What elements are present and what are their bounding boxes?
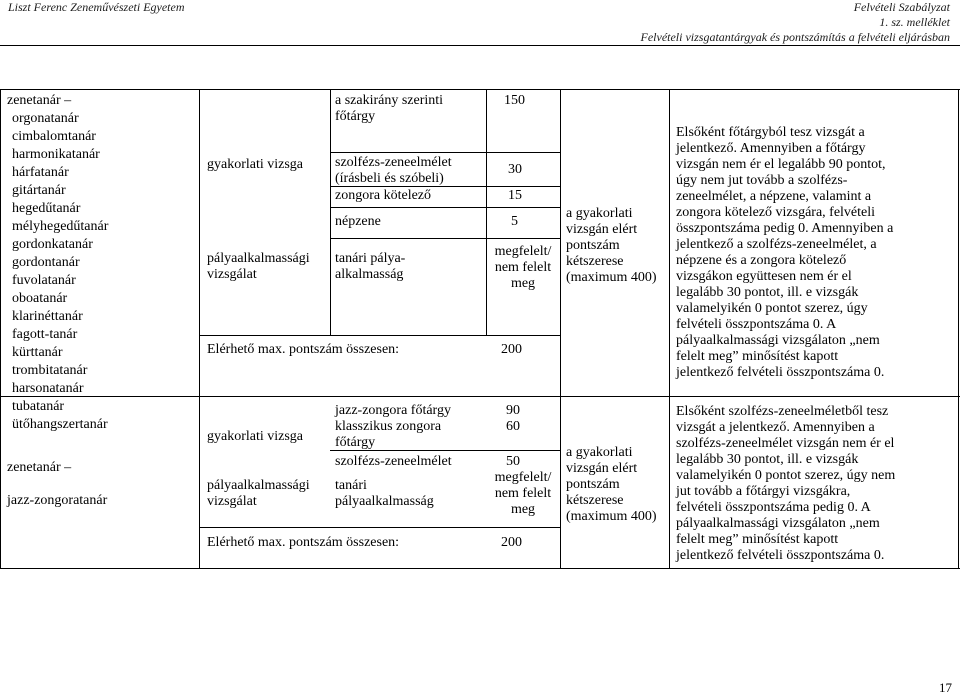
col-border xyxy=(486,89,487,335)
subject-points: megfelelt/ nem felelt meg xyxy=(494,244,552,291)
program-item: gordontanár xyxy=(12,255,80,270)
subject-divider xyxy=(330,207,560,208)
table-row-divider xyxy=(0,396,960,397)
program-item: tubatanár xyxy=(12,399,65,414)
subject-name: zongora kötelező xyxy=(335,188,432,203)
subject-points: 60 xyxy=(506,419,520,434)
subject-divider xyxy=(330,186,560,187)
subject-points: 15 xyxy=(508,188,522,203)
program-item: hárfatanár xyxy=(12,165,69,180)
evaluation-note: Elsőként főtárgyból tesz vizsgát a jelentkező. Amennyiben a főtárgy vizsgán nem ér el legalább 90 pontot, úgy nem jut tovább a szolfézs-zeneelmélet, a népzene, valamint a zongora kötelező vizsgára, felvételi összpontszáma pedig 0. Amennyiben a jelentkező a szolfézs-zeneelmélet, a népzene és a zongora kötelező vizsgákon együttesen nem ér el legalább 30 pontot, ill. e vizsgák valamelyikén 0 pontot szerez, úgy felvételi összpontszáma 0. A pályaalkalmassági vizsgálaton „nem felelt meg” minősítést kapott jelentkező felvételi összpontszáma 0. xyxy=(676,125,894,380)
page-number: 17 xyxy=(939,680,952,695)
program-item: fagott-tanár xyxy=(12,327,78,342)
program-item: trombitatanár xyxy=(12,363,88,378)
subject-name: tanári pálya-alkalmasság xyxy=(335,251,406,282)
subject-divider xyxy=(330,152,560,153)
institution-name: Liszt Ferenc Zeneművészeti Egyetem xyxy=(8,0,185,14)
exam-type-practical: gyakorlati vizsga xyxy=(207,157,304,172)
program-item: klarinéttanár xyxy=(12,309,83,324)
col-border xyxy=(330,89,331,335)
program-item: oboatanár xyxy=(12,291,68,306)
program-item: gordonkatanár xyxy=(12,237,93,252)
col-border xyxy=(0,89,1,569)
total-divider xyxy=(199,527,560,528)
subject-points: 50 xyxy=(506,454,520,469)
annex-title: Felvételi vizsgatantárgyak és pontszámítás a felvételi eljárásban xyxy=(640,30,950,44)
subject-divider xyxy=(330,238,560,239)
document-title: Felvételi Szabályzat xyxy=(853,0,950,14)
subject-points: 90 xyxy=(506,403,520,418)
total-points: 200 xyxy=(501,535,522,550)
score-calculation: a gyakorlati vizsgán elért pontszám kétszerese (maximum 400) xyxy=(566,445,657,524)
col-border xyxy=(560,89,561,569)
program-item: ütőhangszertanár xyxy=(12,417,108,432)
header-rule xyxy=(0,45,960,46)
subject-points: 30 xyxy=(508,162,522,177)
subject-name: népzene xyxy=(335,214,381,229)
table-top-border xyxy=(0,89,960,90)
program-item: mélyhegedűtanár xyxy=(12,219,109,234)
subject-name: tanári pályaalkalmasság xyxy=(335,478,434,509)
subject-name: a szakirány szerinti főtárgy xyxy=(335,93,444,124)
total-label: Elérhető max. pontszám összesen: xyxy=(207,535,400,550)
exam-type-aptitude: pályaalkalmassági vizsgálat xyxy=(207,478,310,509)
subject-name: klasszikus zongora főtárgy xyxy=(335,419,442,450)
col-border xyxy=(958,89,959,569)
subject-points: 5 xyxy=(511,214,518,229)
subject-divider xyxy=(330,450,560,451)
col-border xyxy=(199,89,200,569)
col-border xyxy=(669,89,670,569)
program-item: harmonikatanár xyxy=(12,147,100,162)
program-item: zenetanár – xyxy=(7,93,72,108)
program-item: kürttanár xyxy=(12,345,63,360)
program-item: hegedűtanár xyxy=(12,201,81,216)
subject-points: megfelelt/ nem felelt meg xyxy=(494,470,552,517)
program-item: harsonatanár xyxy=(12,381,84,396)
evaluation-note: Elsőként szolfézs-zeneelméletből tesz vizsgát a jelentkező. Amennyiben a szolfézs-zeneelmélet vizsgán nem ér el legalább 30 pontot, ill. e vizsgák valamelyikén 0 pontot szerez, úgy nem jut tovább a főtárgyi vizsgákra, felvételi összpontszáma pedig 0. A pályaalkalmassági vizsgálaton „nem felelt meg” minősítést kapott jelentkező felvételi összpontszáma 0. xyxy=(676,404,896,563)
exam-type-aptitude: pályaalkalmassági vizsgálat xyxy=(207,251,310,282)
total-points: 200 xyxy=(501,342,522,357)
subject-name: szolfézs-zeneelmélet (írásbeli és szóbeli) xyxy=(335,155,452,186)
program-item: gitártanár xyxy=(12,183,66,198)
total-label: Elérhető max. pontszám összesen: xyxy=(207,342,400,357)
total-divider xyxy=(199,335,560,336)
program-item: orgonatanár xyxy=(12,111,79,126)
program-item: fuvolatanár xyxy=(12,273,76,288)
program-item: cimbalomtanár xyxy=(12,129,96,144)
subject-name: jazz-zongora főtárgy xyxy=(335,403,451,418)
subject-points: 150 xyxy=(504,93,525,108)
program-item: jazz-zongoratanár xyxy=(7,493,108,508)
annex-label: 1. sz. melléklet xyxy=(879,15,950,29)
table-bottom-border xyxy=(0,568,960,569)
exam-type-practical: gyakorlati vizsga xyxy=(207,429,304,444)
program-item: zenetanár – xyxy=(7,460,72,475)
subject-name: szolfézs-zeneelmélet xyxy=(335,454,452,469)
document-header-right xyxy=(641,0,951,45)
program-list-classical xyxy=(7,92,108,434)
score-calculation: a gyakorlati vizsgán elért pontszám kétszerese (maximum 400) xyxy=(566,206,657,285)
